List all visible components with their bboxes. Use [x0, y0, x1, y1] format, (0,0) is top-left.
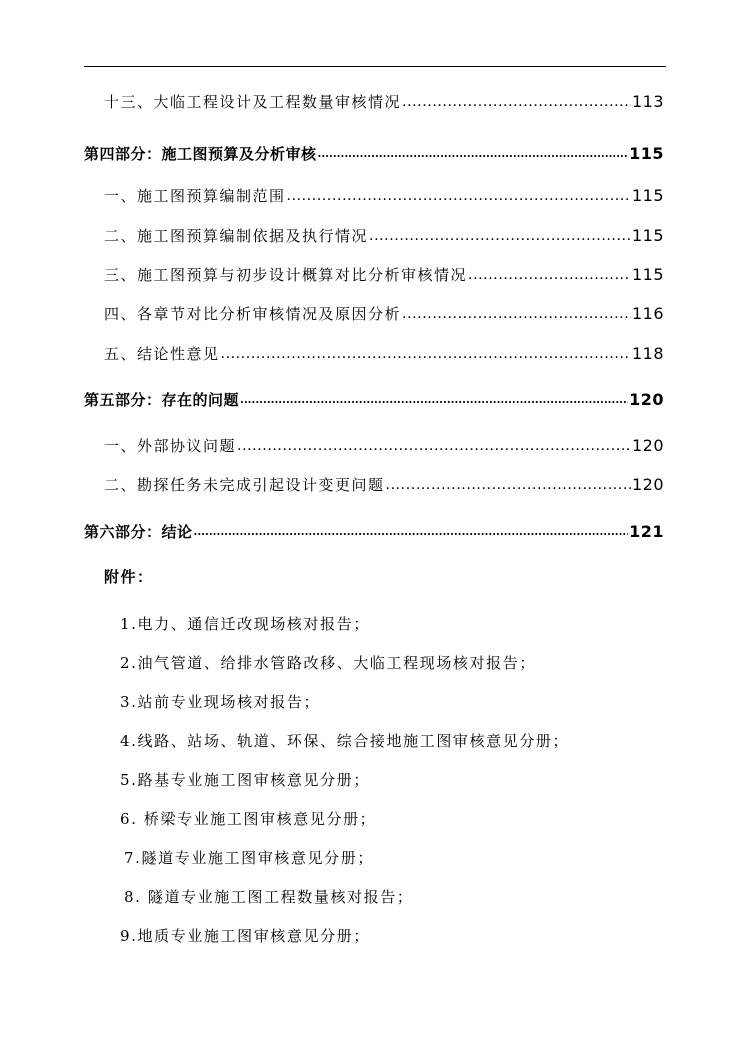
toc-entry-title: 一、外部协议问题 [104, 437, 237, 455]
toc-entry[interactable] [104, 298, 664, 324]
toc-part-entry[interactable] [84, 384, 664, 410]
toc-entry-page: 120 [629, 390, 664, 409]
toc-entry-page: 118 [631, 344, 664, 363]
header-rule [84, 66, 666, 67]
toc-entry[interactable] [104, 220, 664, 246]
toc-leader-dots [402, 304, 631, 324]
toc-entry-page: 115 [629, 144, 664, 163]
toc-entry-title: 第四部分：施工图预算及分析审核 [84, 145, 317, 163]
toc-part-entry[interactable] [84, 516, 664, 542]
toc-leader-dots [240, 390, 628, 410]
toc-leader-dots [221, 344, 631, 364]
toc-entry-page: 121 [629, 522, 664, 541]
attachment-item: 4.线路、站场、轨道、环保、综合接地施工图审核意见分册； [120, 732, 570, 750]
attachment-item: 5.路基专业施工图审核意见分册； [120, 771, 370, 789]
toc-entry-title: 二、勘探任务未完成引起设计变更问题 [104, 476, 385, 494]
toc-entry-title: 一、施工图预算编制范围 [104, 187, 286, 205]
toc-leader-dots [194, 522, 629, 542]
attachment-item: 3.站前专业现场核对报告； [120, 693, 321, 711]
toc-entry-page: 115 [631, 226, 664, 245]
toc-entry-title: 四、各章节对比分析审核情况及原因分析 [104, 305, 402, 323]
toc-entry-title: 十三、大临工程设计及工程数量审核情况 [104, 93, 402, 111]
toc-entry-page: 115 [631, 186, 664, 205]
toc-entry-title: 第六部分：结论 [84, 523, 193, 541]
toc-entry[interactable] [104, 180, 664, 206]
toc-leader-dots [402, 92, 631, 112]
toc-entry[interactable] [104, 469, 664, 495]
toc-entry[interactable] [104, 338, 664, 364]
toc-leader-dots [369, 226, 631, 246]
toc-entry-title: 第五部分：存在的问题 [84, 391, 240, 409]
attachment-item: 8. 隧道专业施工图工程数量核对报告； [124, 888, 414, 906]
attachment-item: 2.油气管道、给排水管路改移、大临工程现场核对报告； [120, 654, 536, 672]
toc-entry[interactable] [104, 430, 664, 456]
toc-part-entry[interactable] [84, 138, 664, 164]
toc-leader-dots [468, 265, 631, 285]
toc-entry-page: 120 [631, 436, 664, 455]
toc-entry-title: 三、施工图预算与初步设计概算对比分析审核情况 [104, 266, 468, 284]
toc-leader-dots [287, 186, 631, 206]
attachments-heading: 附件： [104, 568, 154, 586]
toc-leader-dots [318, 144, 629, 164]
toc-entry[interactable] [104, 86, 664, 112]
toc-entry-page: 116 [631, 304, 664, 323]
toc-entry-page: 120 [631, 475, 664, 494]
toc-entry-page: 115 [631, 265, 664, 284]
attachment-item: 7.隧道专业施工图审核意见分册； [124, 849, 374, 867]
attachment-item: 1.电力、通信迁改现场核对报告； [120, 615, 370, 633]
toc-leader-dots [386, 475, 631, 495]
toc-entry-title: 五、结论性意见 [104, 345, 220, 363]
attachment-item: 6. 桥梁专业施工图审核意见分册； [120, 810, 377, 828]
toc-entry[interactable] [104, 259, 664, 285]
toc-entry-title: 二、施工图预算编制依据及执行情况 [104, 227, 369, 245]
attachment-item: 9.地质专业施工图审核意见分册； [120, 927, 370, 945]
toc-entry-page: 113 [631, 92, 664, 111]
toc-leader-dots [237, 436, 631, 456]
